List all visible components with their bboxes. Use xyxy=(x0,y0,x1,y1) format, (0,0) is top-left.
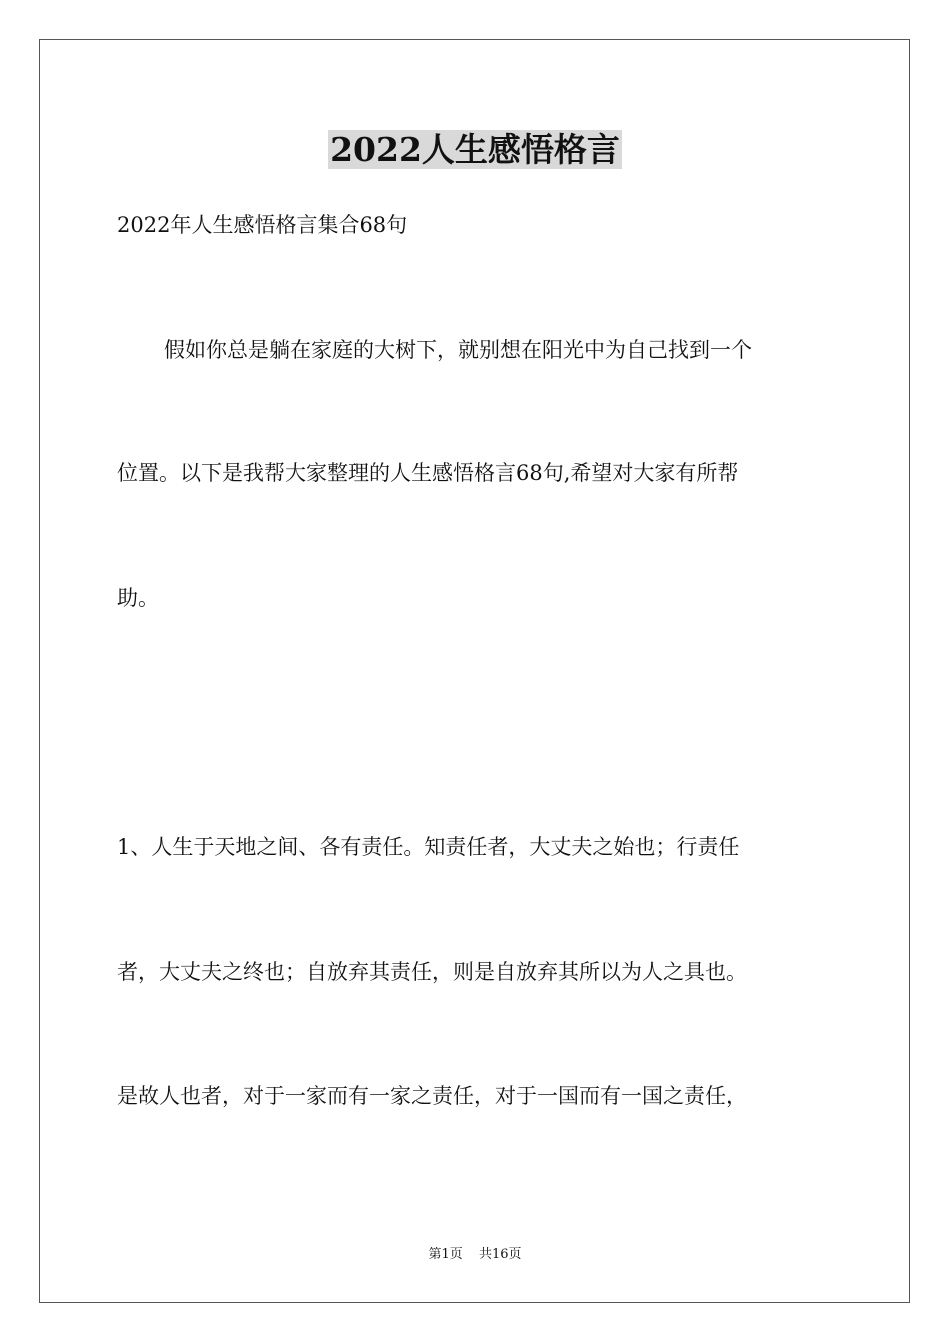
page-number: 第1页 xyxy=(428,1247,463,1262)
paragraph-line-2: 位置。以下是我帮大家整理的人生感悟格言68句,希望对大家有所帮 xyxy=(117,461,739,485)
page-footer xyxy=(0,1246,950,1264)
paragraph-line-3: 助。 xyxy=(117,586,159,610)
paragraph-line-1: 假如你总是躺在家庭的大树下，就别想在阳光中为自己找到一个 xyxy=(164,338,752,362)
document-subtitle: 2022年人生感悟格言集合68句 xyxy=(117,213,408,237)
total-pages: 共16页 xyxy=(478,1247,522,1262)
document-title xyxy=(0,128,950,172)
paragraph-line-4: 1、人生于天地之间、各有责任。知责任者，大丈夫之始也；行责任 xyxy=(117,835,740,859)
paragraph-line-6: 是故人也者，对于一家而有一家之责任，对于一国而有一国之责任， xyxy=(117,1084,747,1108)
document-title-text: 2022人生感悟格言 xyxy=(330,130,620,169)
paragraph-line-5: 者，大丈夫之终也；自放弃其责任，则是自放弃其所以为人之具也。 xyxy=(117,960,747,984)
